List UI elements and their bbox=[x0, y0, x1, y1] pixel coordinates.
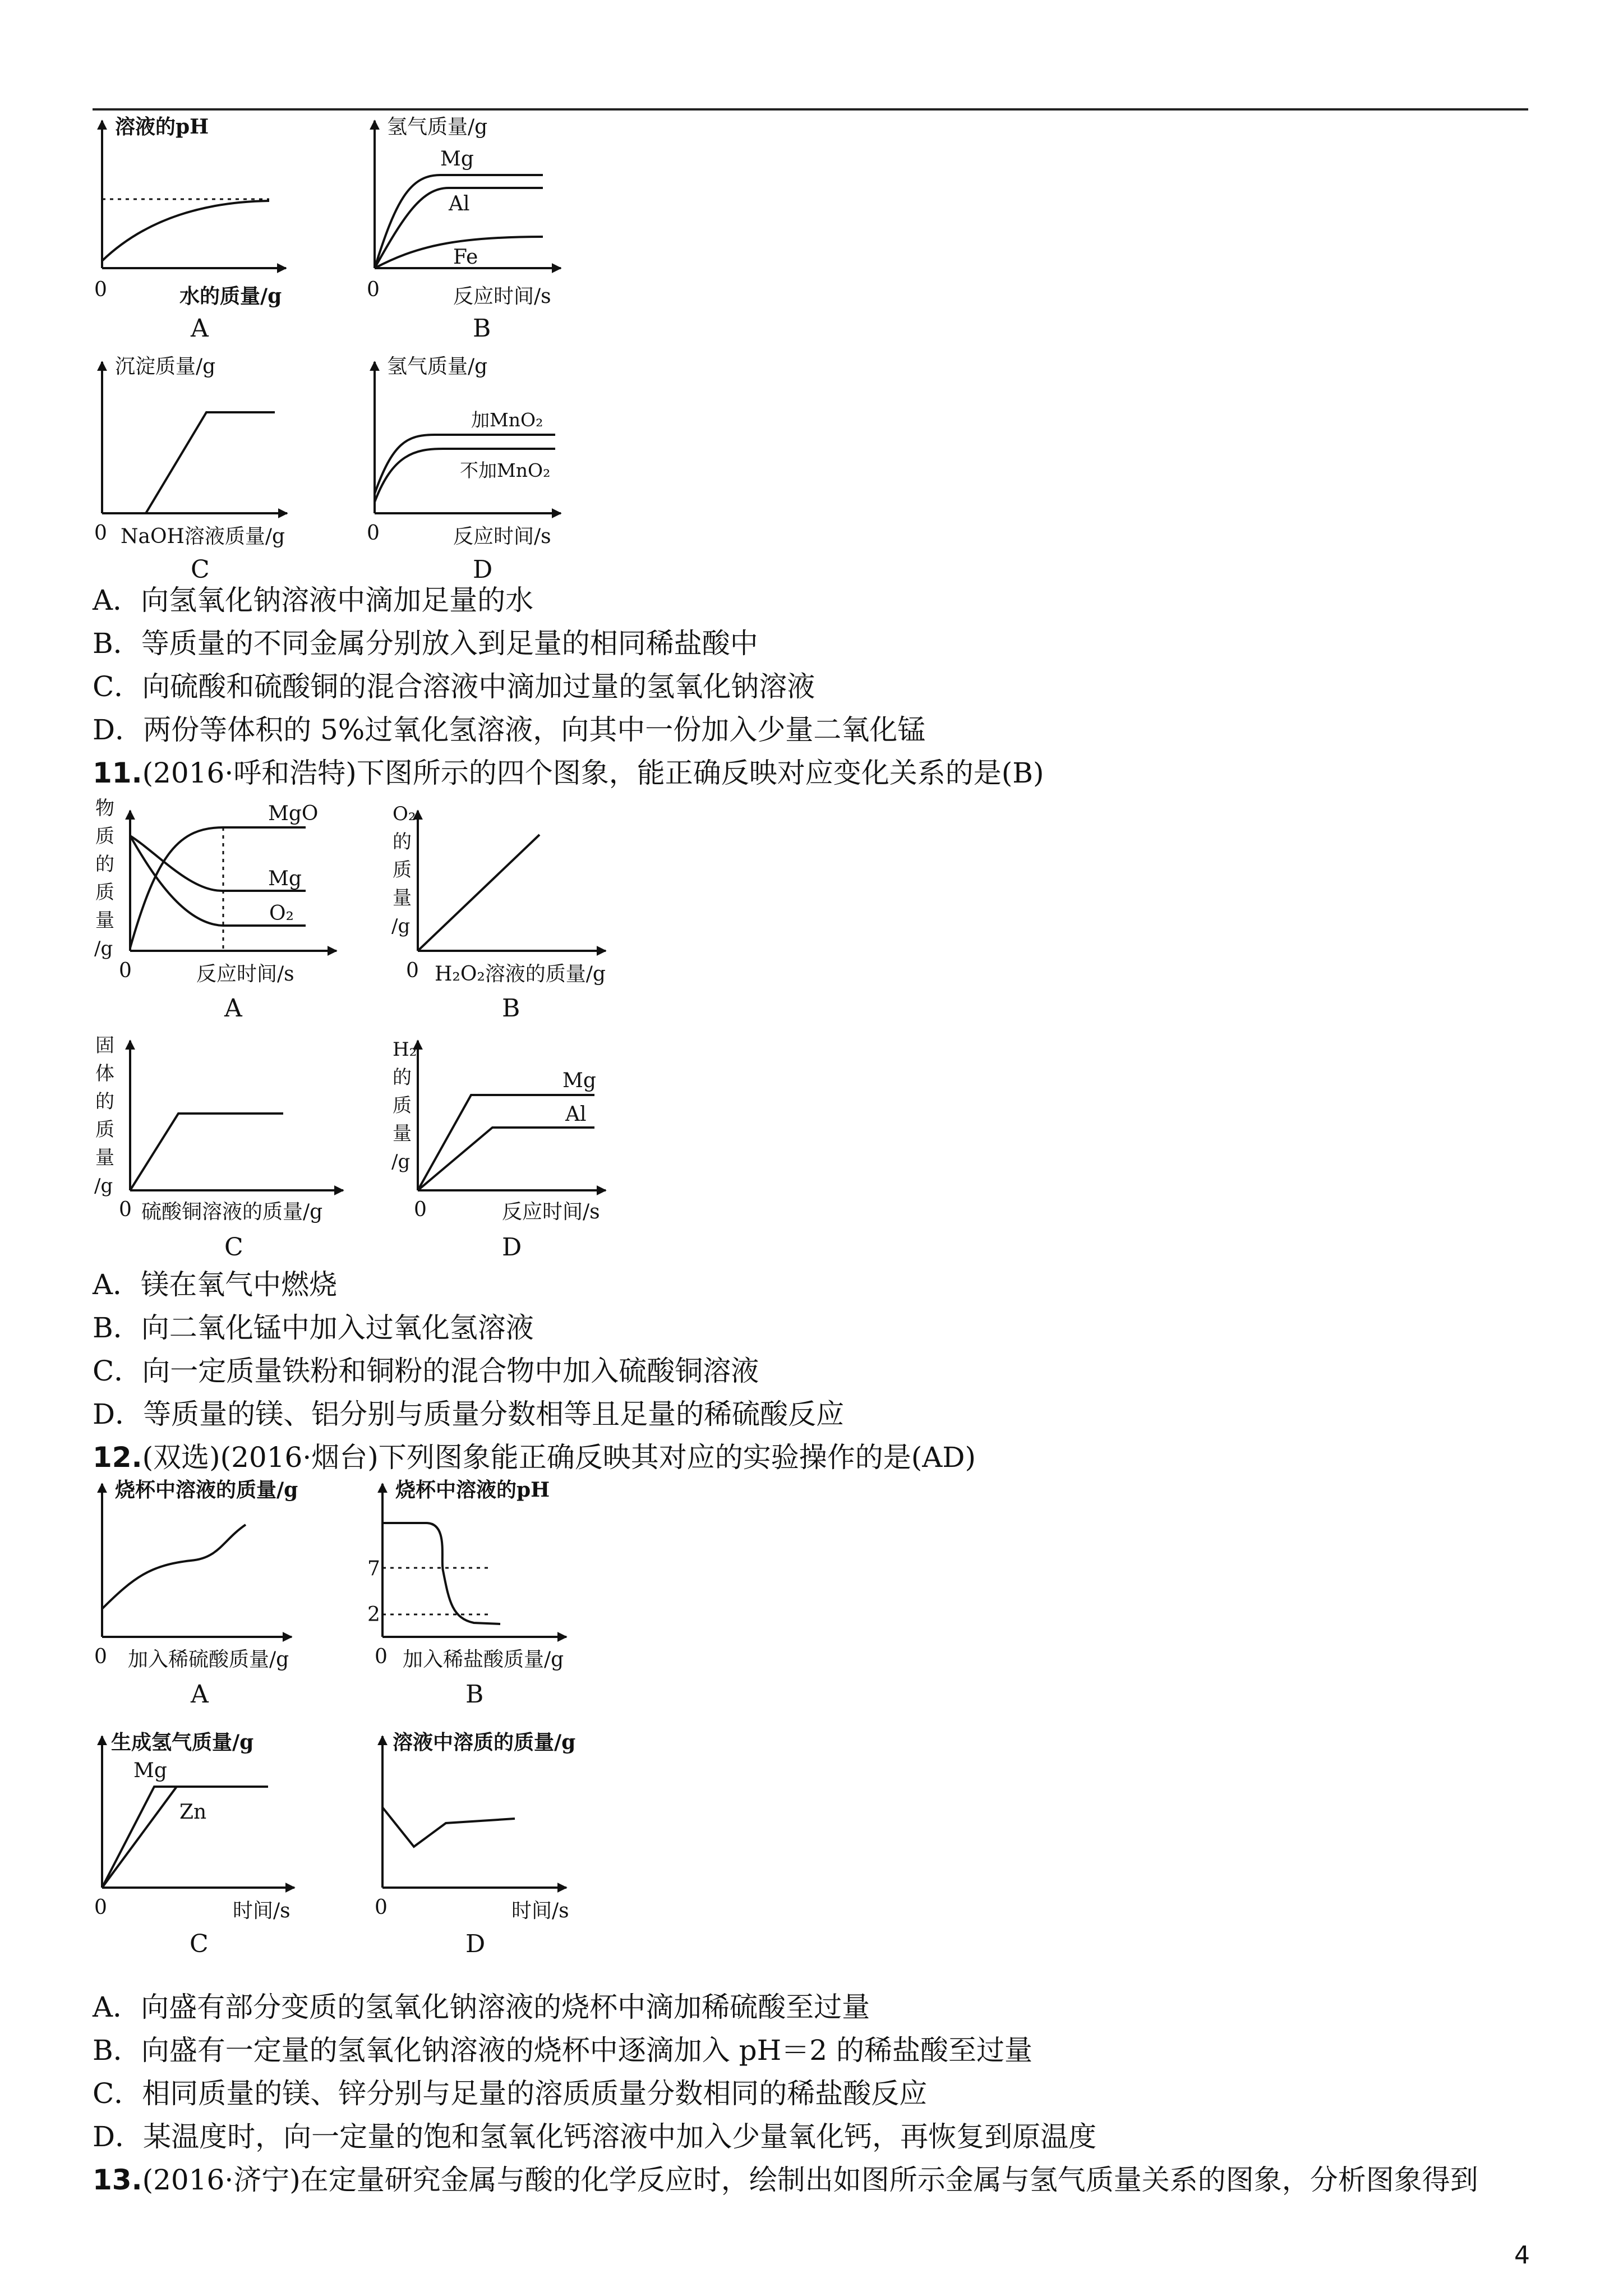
q12b-ylabel: 烧杯中溶液的pH bbox=[395, 1478, 550, 1502]
q11d-caption: D bbox=[502, 1233, 522, 1262]
q12-option-c: C．相同质量的镁、锌分别与足量的溶质质量分数相同的稀盐酸反应 bbox=[93, 2077, 928, 2110]
q12c-origin: 0 bbox=[94, 1896, 107, 1919]
q10-option-b: B．等质量的不同金属分别放入到足量的相同稀盐酸中 bbox=[93, 627, 758, 660]
q12d-ylabel: 溶液中溶质的质量/g bbox=[393, 1731, 576, 1754]
q11-option-a: A．镁在氧气中燃烧 bbox=[93, 1268, 338, 1301]
svg-text:量: 量 bbox=[393, 1122, 412, 1145]
svg-text:/g: /g bbox=[94, 1175, 113, 1197]
q12d-origin: 0 bbox=[375, 1896, 388, 1919]
q10d-ylabel: 氢气质量/g bbox=[387, 355, 488, 378]
q11-number: 11. bbox=[93, 757, 142, 789]
q10b-origin: 0 bbox=[367, 278, 380, 301]
svg-text:的: 的 bbox=[393, 1066, 412, 1089]
q11-text: (2016·呼和浩特)下图所示的四个图象，能正确反映对应变化关系的是(B) bbox=[142, 757, 1044, 789]
q11d-ylabel bbox=[391, 1038, 417, 1173]
q11-option-d: D．等质量的镁、铝分别与质量分数相等且足量的稀硫酸反应 bbox=[93, 1398, 845, 1430]
q11d-xlabel: 反应时间/s bbox=[502, 1200, 600, 1223]
q11a-origin: 0 bbox=[119, 959, 132, 982]
svg-text:体: 体 bbox=[95, 1062, 114, 1085]
svg-text:质: 质 bbox=[95, 825, 114, 848]
svg-text:的: 的 bbox=[393, 831, 412, 853]
q12b-origin: 0 bbox=[375, 1645, 388, 1668]
q10c-xlabel: NaOH溶液质量/g bbox=[121, 525, 285, 548]
q10d-caption: D bbox=[473, 555, 493, 584]
svg-text:的: 的 bbox=[95, 853, 114, 876]
q12-option-b: B．向盛有一定量的氢氧化钠溶液的烧杯中逐滴加入 pH＝2 的稀盐酸至过量 bbox=[93, 2034, 1032, 2067]
q10b-xlabel: 反应时间/s bbox=[453, 285, 551, 308]
q12-text: (双选)(2016·烟台)下列图象能正确反映其对应的实验操作的是(AD) bbox=[142, 1441, 976, 1474]
q12d-caption: D bbox=[465, 1930, 486, 1958]
q12-option-d: D．某温度时，向一定量的饱和氢氧化钙溶液中加入少量氧化钙，再恢复到原温度 bbox=[93, 2120, 1097, 2153]
svg-text:质: 质 bbox=[393, 1094, 412, 1117]
q11b-origin: 0 bbox=[406, 959, 419, 982]
q10b-curve-al: Al bbox=[449, 192, 470, 215]
q11a-curve-mg: Mg bbox=[268, 867, 302, 890]
q11d-origin: 0 bbox=[414, 1198, 427, 1221]
q11c-xlabel: 硫酸铜溶液的质量/g bbox=[141, 1200, 323, 1223]
page-number: 4 bbox=[1514, 2241, 1530, 2270]
q11b-ylabel bbox=[391, 803, 416, 937]
q12c-curve-zn: Zn bbox=[179, 1801, 207, 1824]
q13-text: (2016·济宁)在定量研究金属与酸的化学反应时，绘制出如图所示金属与氢气质量关系的图象，分析图象得到 bbox=[142, 2164, 1478, 2196]
q13-number: 13. bbox=[93, 2164, 142, 2196]
svg-text:O₂: O₂ bbox=[393, 803, 416, 825]
q11-option-b: B．向二氧化锰中加入过氧化氢溶液 bbox=[93, 1312, 534, 1344]
q10b-curve-mg: Mg bbox=[440, 148, 474, 171]
q11b-xlabel: H₂O₂溶液的质量/g bbox=[435, 963, 606, 986]
q12c-ylabel: 生成氢气质量/g bbox=[111, 1731, 254, 1754]
q10c-origin: 0 bbox=[94, 522, 107, 545]
q12-option-a: A．向盛有部分变质的氢氧化钠溶液的烧杯中滴加稀硫酸至过量 bbox=[93, 1991, 870, 2023]
q12b-tick-2: 2 bbox=[367, 1603, 380, 1626]
q11a-ylabel bbox=[94, 797, 114, 960]
q11a-curve-mgo: MgO bbox=[268, 802, 319, 825]
q10d-xlabel: 反应时间/s bbox=[453, 525, 551, 548]
q12d-xlabel: 时间/s bbox=[511, 1899, 569, 1922]
q12-stem bbox=[93, 1441, 976, 1474]
q10b-ylabel: 氢气质量/g bbox=[387, 116, 488, 139]
q10a-caption: A bbox=[191, 314, 209, 343]
svg-text:量: 量 bbox=[95, 1147, 114, 1169]
q10-option-a: A．向氢氧化钠溶液中滴加足量的水 bbox=[93, 584, 534, 616]
q10a-origin: 0 bbox=[94, 278, 107, 301]
q10c-ylabel: 沉淀质量/g bbox=[115, 355, 216, 378]
q10a-ylabel: 溶液的pH bbox=[115, 115, 209, 139]
q10b-caption: B bbox=[473, 314, 491, 343]
q12c-xlabel: 时间/s bbox=[233, 1899, 291, 1922]
svg-text:物: 物 bbox=[95, 797, 114, 820]
q11d-curve-mg: Mg bbox=[562, 1069, 596, 1092]
q12b-caption: B bbox=[465, 1680, 484, 1709]
q12a-ylabel: 烧杯中溶液的质量/g bbox=[115, 1478, 298, 1502]
q12c-curve-mg: Mg bbox=[133, 1759, 167, 1782]
q10-option-c: C．向硫酸和硫酸铜的混合溶液中滴加过量的氢氧化钠溶液 bbox=[93, 670, 815, 703]
svg-text:H₂: H₂ bbox=[393, 1038, 417, 1061]
q10b-curve-fe: Fe bbox=[453, 246, 478, 269]
q13-stem bbox=[93, 2163, 1478, 2197]
svg-text:/g: /g bbox=[391, 1151, 411, 1173]
svg-text:质: 质 bbox=[393, 859, 412, 881]
svg-text:/g: /g bbox=[391, 915, 411, 937]
svg-text:量: 量 bbox=[95, 909, 114, 932]
q10d-curve-no-mno2: 不加MnO₂ bbox=[460, 459, 551, 481]
q12b-xlabel: 加入稀盐酸质量/g bbox=[403, 1648, 564, 1671]
q12a-origin: 0 bbox=[94, 1645, 107, 1668]
q12a-caption: A bbox=[191, 1680, 209, 1709]
q12b-tick-7: 7 bbox=[367, 1557, 380, 1580]
q11c-ylabel bbox=[94, 1034, 114, 1197]
q10c-caption: C bbox=[191, 555, 210, 584]
svg-text:/g: /g bbox=[94, 937, 113, 960]
svg-text:质: 质 bbox=[95, 881, 114, 904]
q12a-xlabel: 加入稀硫酸质量/g bbox=[128, 1648, 289, 1671]
svg-text:固: 固 bbox=[95, 1034, 114, 1057]
q11c-caption: C bbox=[224, 1233, 243, 1262]
q11-option-c: C．向一定质量铁粉和铜粉的混合物中加入硫酸铜溶液 bbox=[93, 1355, 759, 1387]
q10a-xlabel: 水的质量/g bbox=[179, 284, 282, 308]
q11a-xlabel: 反应时间/s bbox=[196, 963, 294, 986]
q11b-caption: B bbox=[502, 994, 520, 1023]
q10d-origin: 0 bbox=[367, 522, 380, 545]
q10-option-d: D．两份等体积的 5%过氧化氢溶液，向其中一份加入少量二氧化锰 bbox=[93, 714, 926, 746]
q10d-curve-mno2: 加MnO₂ bbox=[471, 409, 543, 431]
q11d-curve-al: Al bbox=[565, 1103, 587, 1126]
q11a-caption: A bbox=[224, 994, 242, 1023]
q11a-curve-o2: O₂ bbox=[269, 902, 294, 925]
q12c-caption: C bbox=[190, 1930, 209, 1958]
q11c-origin: 0 bbox=[119, 1198, 132, 1221]
svg-text:的: 的 bbox=[95, 1091, 114, 1113]
svg-text:量: 量 bbox=[393, 887, 412, 909]
q11-stem bbox=[93, 756, 1044, 790]
q12-number: 12. bbox=[93, 1441, 142, 1474]
svg-text:质: 质 bbox=[95, 1119, 114, 1141]
